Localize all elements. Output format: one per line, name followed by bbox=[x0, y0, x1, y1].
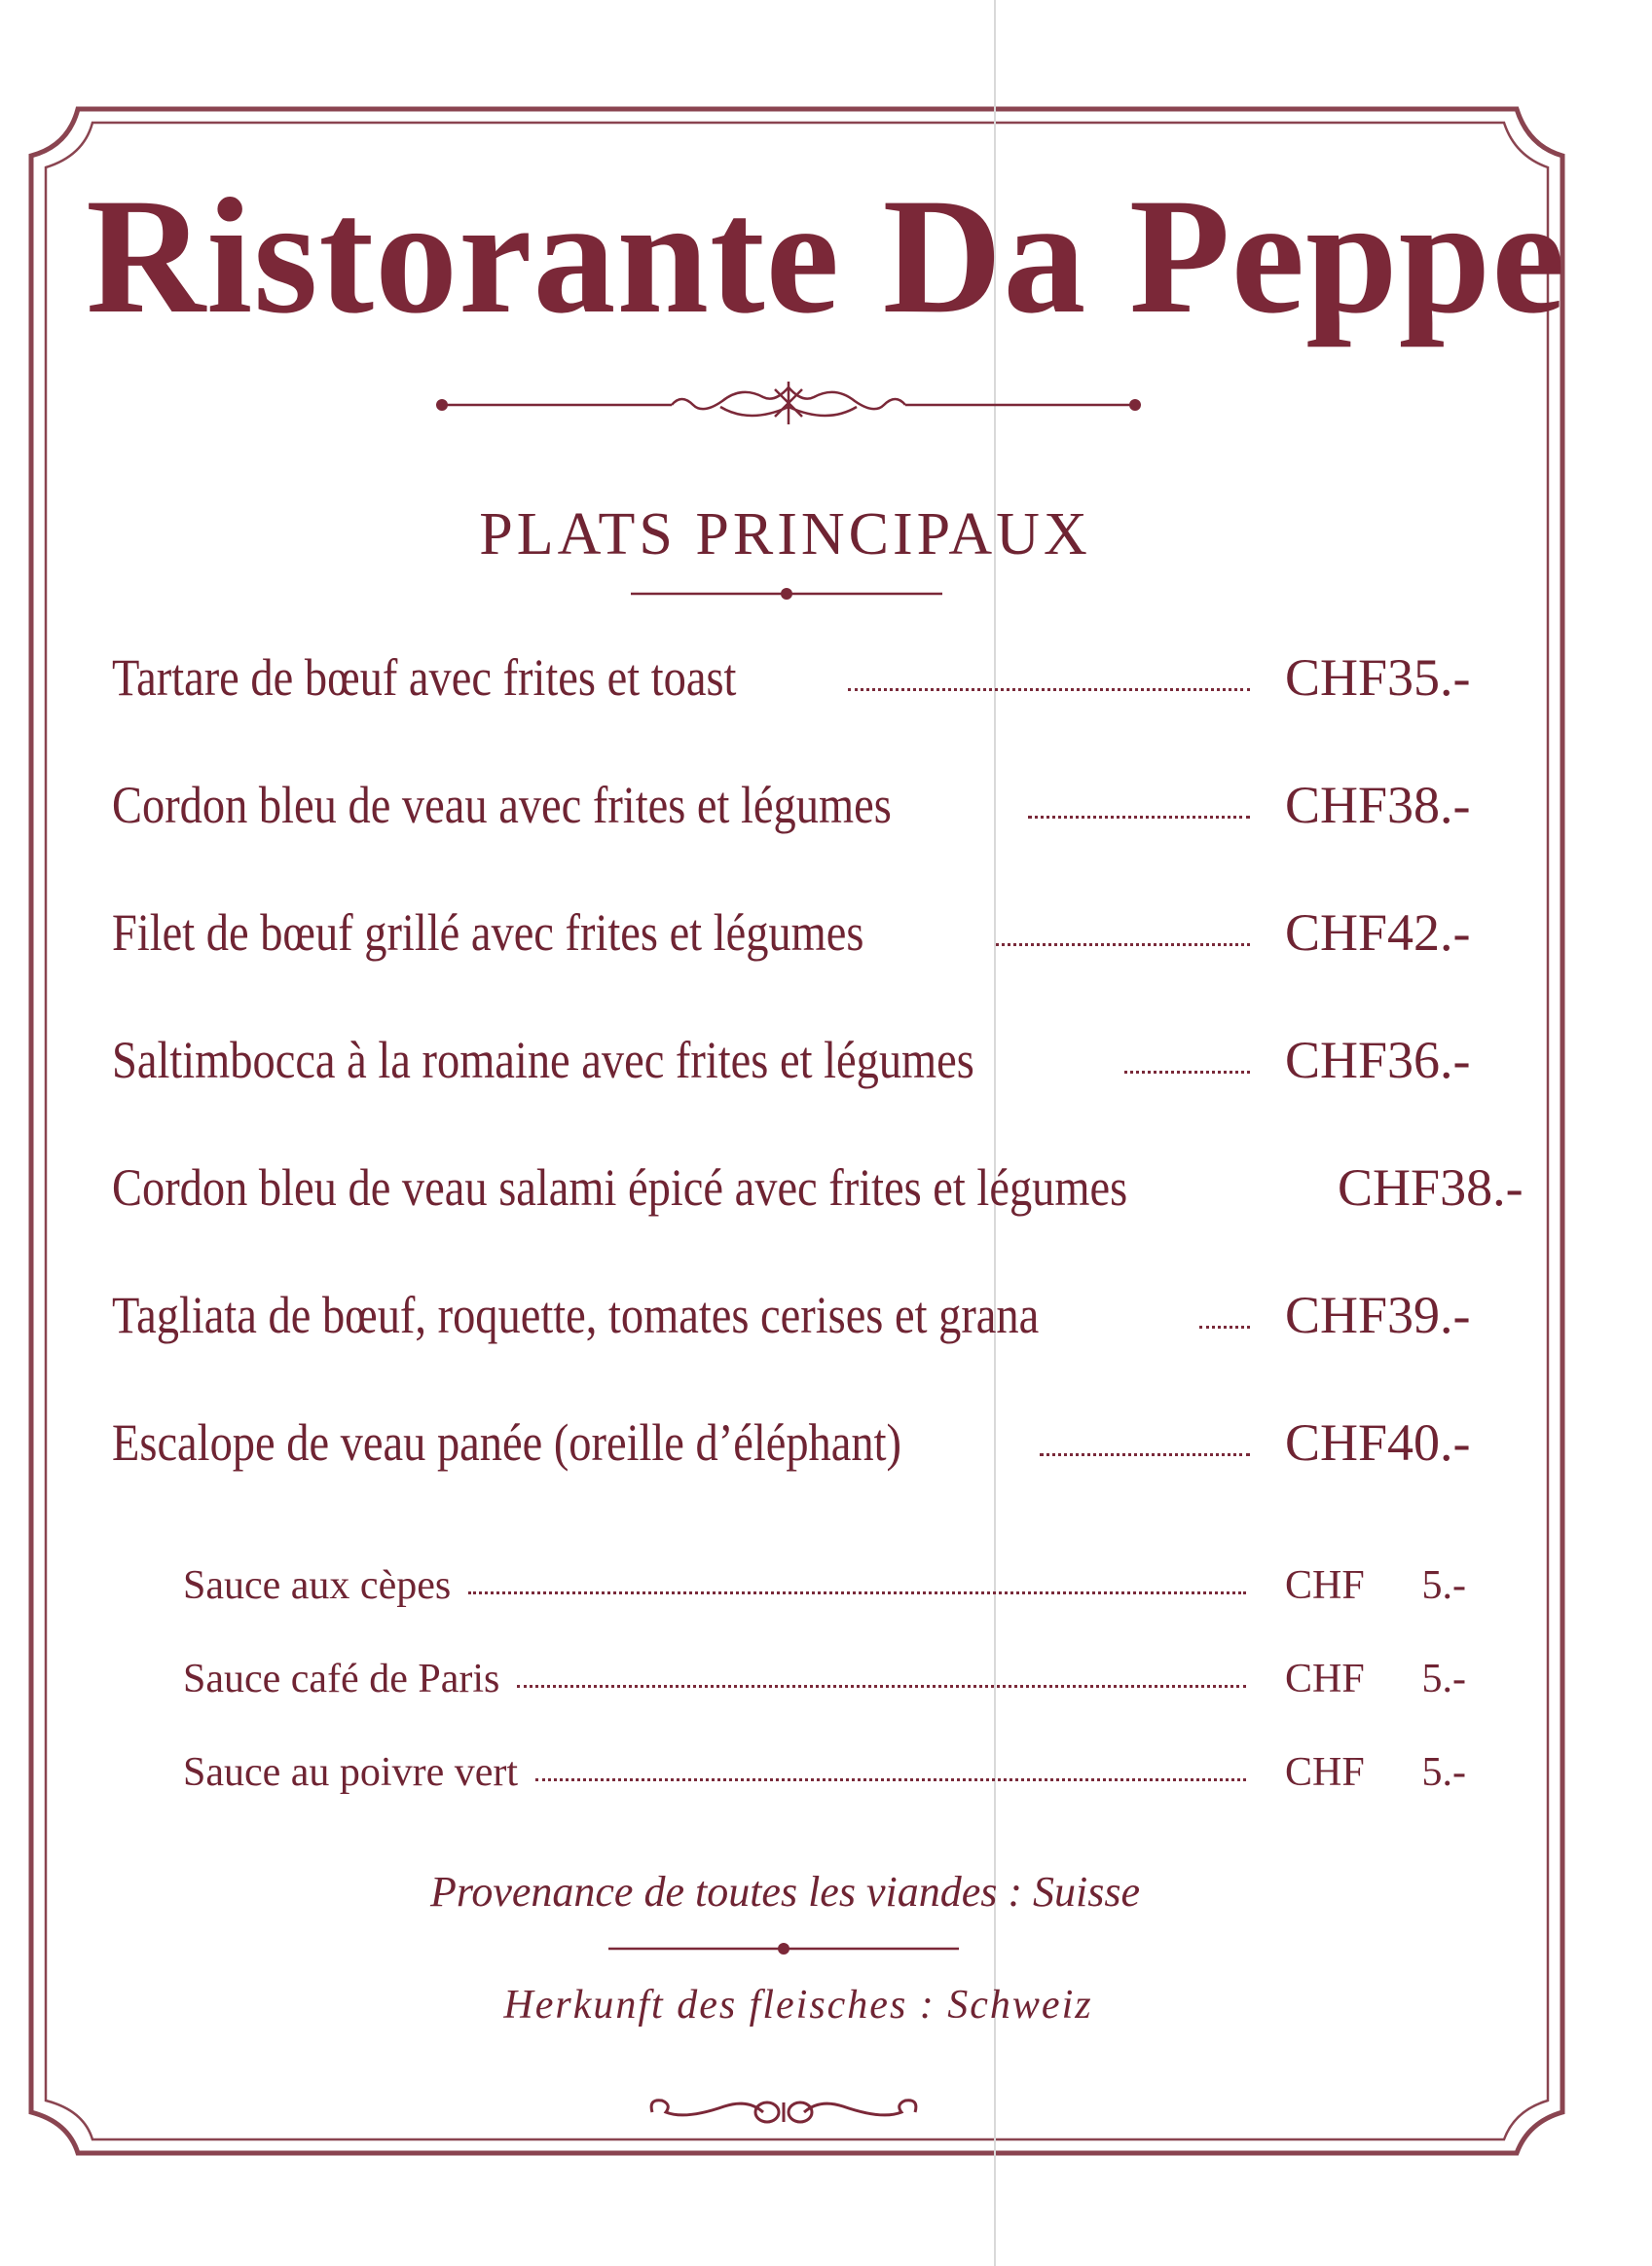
currency: CHF bbox=[1285, 776, 1388, 834]
amount: 38.- bbox=[1440, 1158, 1524, 1217]
currency: CHF bbox=[1285, 1657, 1365, 1701]
currency: CHF bbox=[1285, 648, 1388, 707]
sauce-name: Sauce café de Paris bbox=[183, 1657, 500, 1701]
dish-name: Tartare de bœuf avec frites et toast bbox=[112, 648, 737, 707]
amount: 5.- bbox=[1421, 1563, 1466, 1608]
dish-price bbox=[1285, 902, 1470, 963]
meat-origin-french: Provenance de toutes les viandes : Suisse bbox=[429, 1868, 1141, 1916]
currency: CHF bbox=[1285, 1750, 1365, 1795]
amount: 42.- bbox=[1387, 903, 1471, 962]
dish-name: Tagliata de bœuf, roquette, tomates cerises et grana bbox=[112, 1286, 1040, 1344]
dish-price bbox=[1285, 1285, 1470, 1345]
restaurant-title: Ristorante Da Peppe bbox=[86, 164, 1566, 347]
sauce-price bbox=[1285, 1656, 1470, 1702]
dish-item bbox=[112, 902, 1470, 1030]
dot-leader bbox=[848, 688, 1250, 691]
flourish-bottom-icon bbox=[642, 2081, 925, 2139]
sauce-list bbox=[183, 1562, 1470, 1843]
dish-item bbox=[112, 1157, 1524, 1285]
sauce-name: Sauce au poivre vert bbox=[183, 1750, 519, 1795]
dot-leader bbox=[1124, 1071, 1250, 1074]
dish-price bbox=[1285, 1412, 1470, 1473]
amount: 39.- bbox=[1387, 1286, 1471, 1344]
dish-list bbox=[112, 647, 1524, 1540]
dish-name: Saltimbocca à la romaine avec frites et légumes bbox=[112, 1031, 974, 1089]
dish-price bbox=[1285, 1030, 1470, 1090]
currency: CHF bbox=[1338, 1158, 1441, 1217]
dot-leader bbox=[1199, 1326, 1250, 1329]
dish-item bbox=[112, 1030, 1470, 1157]
dish-name: Cordon bleu de veau salami épicé avec frites et légumes bbox=[112, 1158, 1128, 1217]
amount: 5.- bbox=[1421, 1657, 1466, 1701]
currency: CHF bbox=[1285, 1286, 1388, 1344]
dish-item bbox=[112, 1412, 1470, 1540]
sauce-name: Sauce aux cèpes bbox=[183, 1563, 452, 1608]
dish-name: Cordon bleu de veau avec frites et légumes bbox=[112, 776, 892, 834]
sauce-item bbox=[183, 1562, 1470, 1656]
dot-leader bbox=[996, 943, 1250, 946]
dish-name: Escalope de veau panée (oreille d’éléphant) bbox=[112, 1413, 901, 1472]
dish-item bbox=[112, 775, 1470, 902]
sauce-price bbox=[1285, 1562, 1470, 1609]
amount: 36.- bbox=[1387, 1031, 1471, 1089]
dish-price bbox=[1338, 1157, 1523, 1218]
amount: 5.- bbox=[1421, 1750, 1466, 1795]
sauce-item bbox=[183, 1749, 1470, 1843]
dish-price bbox=[1285, 775, 1470, 835]
section-underline bbox=[631, 584, 942, 603]
origin-divider bbox=[608, 1939, 959, 1958]
currency: CHF bbox=[1285, 1413, 1388, 1472]
flourish-divider-icon bbox=[428, 368, 1149, 426]
meat-origin-german: Herkunft des fleisches : Schweiz bbox=[503, 1983, 1093, 2028]
dot-leader bbox=[535, 1778, 1246, 1781]
dot-leader bbox=[1028, 816, 1250, 819]
currency: CHF bbox=[1285, 1563, 1365, 1608]
dish-item bbox=[112, 647, 1470, 775]
dish-name: Filet de bœuf grillé avec frites et légumes bbox=[112, 903, 864, 962]
dish-item bbox=[112, 1285, 1470, 1412]
currency: CHF bbox=[1285, 1031, 1388, 1089]
amount: 40.- bbox=[1387, 1413, 1471, 1472]
dot-leader bbox=[1040, 1453, 1250, 1456]
sauce-price bbox=[1285, 1749, 1470, 1796]
dot-leader bbox=[468, 1591, 1246, 1594]
section-title: PLATS PRINCIPAUX bbox=[479, 501, 1091, 567]
amount: 35.- bbox=[1387, 648, 1471, 707]
dot-leader bbox=[517, 1685, 1246, 1688]
currency: CHF bbox=[1285, 903, 1388, 962]
sauce-item bbox=[183, 1656, 1470, 1749]
amount: 38.- bbox=[1387, 776, 1471, 834]
dish-price bbox=[1285, 647, 1470, 708]
